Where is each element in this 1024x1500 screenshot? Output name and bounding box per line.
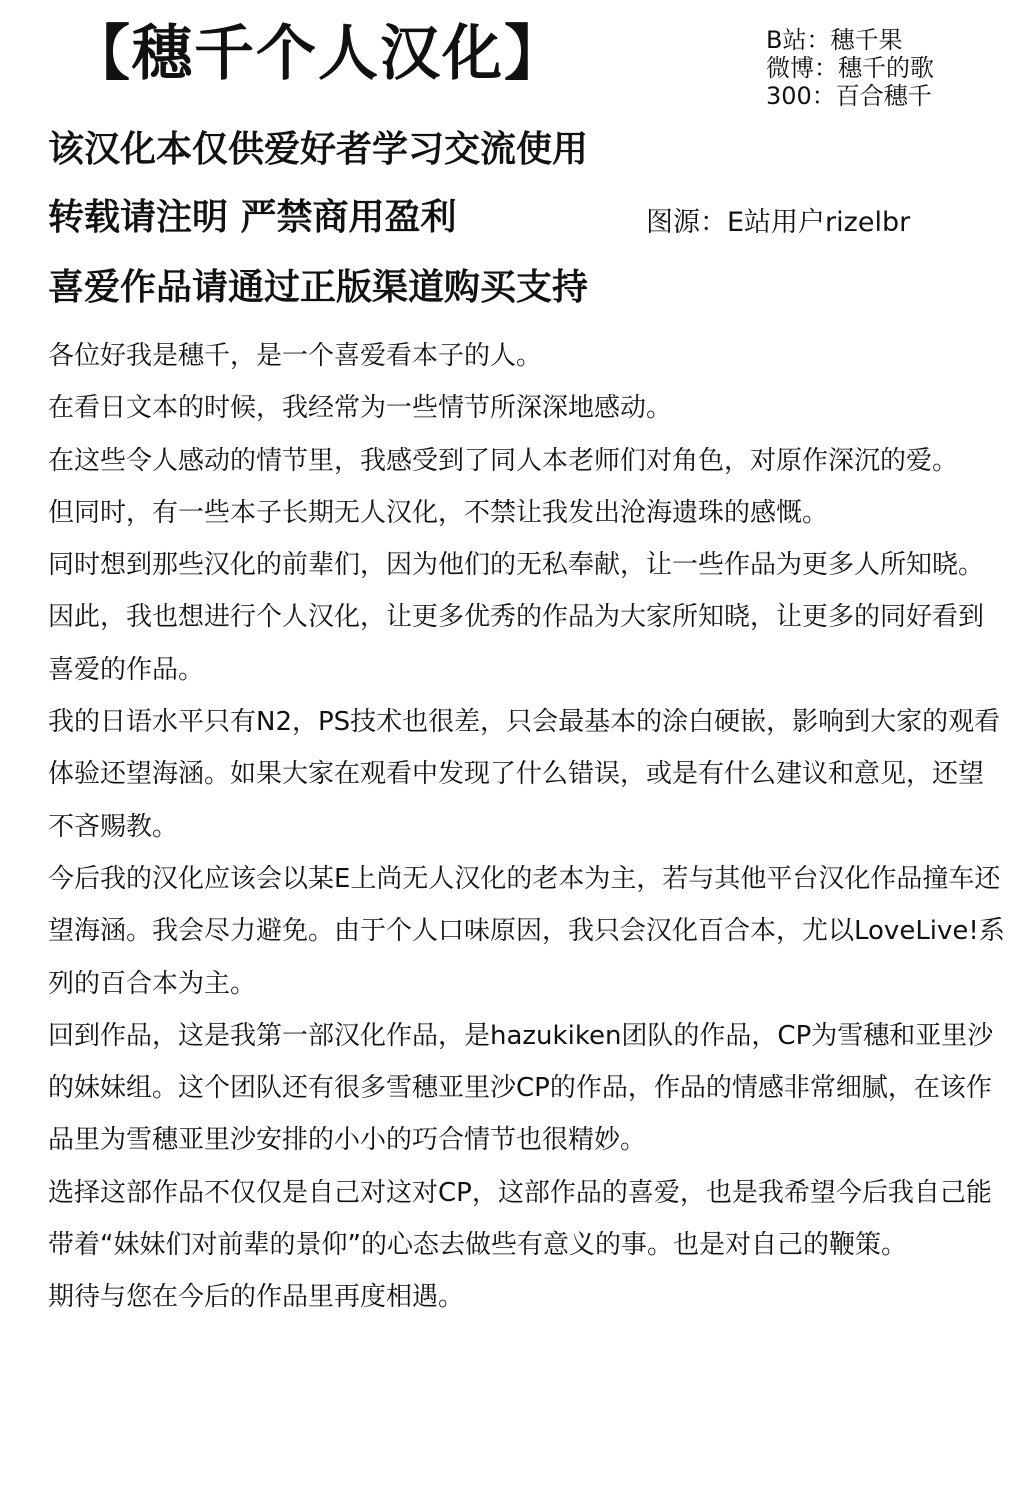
paragraph-plans: 今后我的汉化应该会以某E上尚无人汉化的老本为主，若与其他平台汉化作品撞车还望海涵。我会尽力避免。由于个人口味原因，我只会汉化百合本，尤以LoveLive!系列的百合本为主。 xyxy=(48,863,1005,999)
notice-buy-official: 喜爱作品请通过正版渠道购买支持 xyxy=(48,267,589,308)
contact-300: 300：百合穗千 xyxy=(766,82,932,110)
paragraph-work: 回到作品，这是我第一部汉化作品，是hazukiken团队的作品，CP为雪穗和亚里沙的妹妹组。这个团队还有很多雪穗亚里沙CP的作品，作品的情感非常细腻，在该作品里为雪穗亚里沙安排的小小的巧合情节也很精妙。 xyxy=(48,1020,994,1156)
image-source: 图源：E站用户rizelbr xyxy=(646,207,911,238)
translator-message xyxy=(48,330,1008,1324)
paragraph-predecessors: 同时想到那些汉化的前辈们，因为他们的无私奉献，让一些作品为更多人所知晓。 xyxy=(48,550,985,581)
group-title: 【穗千个人汉化】 xyxy=(70,19,566,89)
paragraph-motivation: 因此，我也想进行个人汉化，让更多优秀的作品为大家所知晓，让更多的同好看到喜爱的作品。 xyxy=(48,602,985,685)
paragraph-closing: 期待与您在今后的作品里再度相遇。 xyxy=(48,1282,465,1313)
notice-no-commercial: 转载请注明 严禁商用盈利 xyxy=(48,197,457,238)
paragraph-reason: 选择这部作品不仅仅是自己对这对CP，这部作品的喜爱，也是我希望今后我自己能带着“妹妹们对前辈的景仰”的心态去做些有意义的事。也是对自己的鞭策。 xyxy=(48,1177,992,1261)
paragraph-moved: 在看日文本的时候，我经常为一些情节所深深地感动。 xyxy=(48,393,673,424)
paragraph-skills: 我的日语水平只有N2，PS技术也很差，只会最基本的涂白硬嵌，影响到大家的观看体验还望海涵。如果大家在观看中发现了什么错误，或是有什么建议和意见，还望不吝赐教。 xyxy=(48,707,1001,842)
notice-study-only: 该汉化本仅供爱好者学习交流使用 xyxy=(48,129,589,170)
paragraph-greeting: 各位好我是穗千，是一个喜爱看本子的人。 xyxy=(48,341,543,371)
paragraph-untranslated: 但同时，有一些本子长期无人汉化，不禁让我发出沧海遗珠的感慨。 xyxy=(48,497,829,528)
contact-weibo: 微博：穗千的歌 xyxy=(766,54,934,82)
contact-bilibili: B站：穗千果 xyxy=(766,26,903,54)
contact-info xyxy=(766,26,934,110)
paragraph-love: 在这些令人感动的情节里，我感受到了同人本老师们对角色，对原作深沉的爱。 xyxy=(48,445,959,476)
